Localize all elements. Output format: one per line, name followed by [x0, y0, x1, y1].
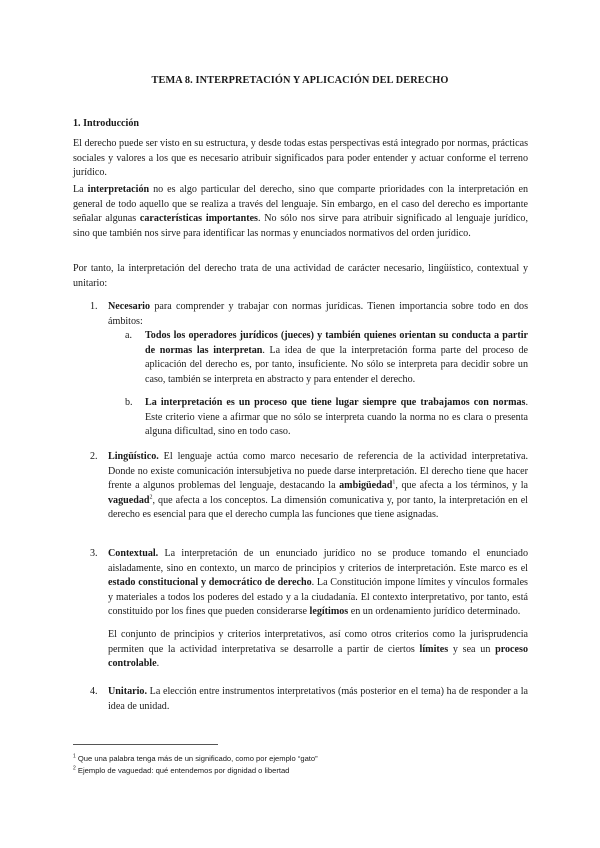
- term-limites: límites: [419, 643, 449, 655]
- document-title: TEMA 8. INTERPRETACIÓN Y APLICACIÓN DEL DERECHO: [151, 75, 449, 86]
- term-interpretacion: interpretación: [87, 184, 150, 195]
- term-estado-constitucional: estado constitucional y democrático de derecho: [108, 577, 312, 589]
- term-vaguedad: vaguedad: [108, 494, 150, 506]
- list-number: 4.: [90, 686, 98, 697]
- list-number: 3.: [90, 548, 98, 559]
- term-ambiguedad: ambigüedad: [339, 480, 393, 492]
- footnote-1: $^1$ Que una palabra tenga más de un significado, como por ejemplo “gato”: [73, 753, 318, 763]
- sublist-letter: b.: [125, 397, 133, 408]
- list-item-text-continued: El conjunto de principios y criterios interpretativos, así como otros criterios como la jurisprudencia permiten que la actividad interpretativa se desarrolle a partir de ciertos límites y sea un proceso controlable.: [108, 629, 528, 670]
- intro-paragraph-1: El derecho puede ser visto en su estructura, y desde todas estas perspectivas está integrado por normas, prácticas sociales y valores a los que es necesario atribuir significados para poder entender y actuar conforme el terreno jurídico.: [73, 138, 528, 179]
- footnote-ref: 1: [392, 479, 396, 486]
- footnote-ref: 2: [149, 494, 153, 501]
- term-legitimos: legítimos: [309, 606, 349, 618]
- list-item-text: Necesario para comprender y trabajar con normas jurídicas. Tienen importancia sobre todo en dos ámbitos:: [108, 301, 528, 327]
- sublist-item-proceso: La interpretación es un proceso que tiene lugar siempre que trabajamos con normas. Este criterio viene a afirmar que no sólo se interpreta cuando la norma no es clara o presenta alguna dificultad, sino en todo caso.: [145, 397, 528, 438]
- term-proceso-controlable: proceso controlable: [108, 643, 528, 670]
- sublist-letter: a.: [125, 330, 133, 341]
- term-caracteristicas: características importantes: [139, 213, 258, 225]
- list-item-text: Lingüístico. El lenguaje actúa como marco necesario de referencia de la actividad interpretativa. Donde no existe comunicación intersubjetiva no puede darse interpretación. El derecho tiene que hacer frente a algunos problemas del lenguaje, destacando la ambigüedad$^1$, que afecta a los términos, y la vaguedad$^2$, que afecta a los conceptos. La dimensión comunicativa y, por tanto, la interpretación en el derecho es esencial para que el derecho cumpla las funciones que tiene asignadas.: [108, 451, 528, 521]
- intro-paragraph-3: Por tanto, la interpretación del derecho trata de una actividad de carácter necesario, lingüístico, contextual y unitario:: [73, 263, 528, 289]
- sublist-item-operadores: Todos los operadores jurídicos (jueces) y también quienes orientan su conducta a partir de normas las interpretan. La idea de que la interpretación forma parte del proceso de aplicación del derecho es, por tanto, insuficiente. No sólo se interpreta para decidir sobre un caso, también se interpreta en abstracto y para entender el derecho.: [145, 330, 528, 385]
- list-number: 1.: [90, 301, 98, 312]
- list-item-text: Contextual. La interpretación de un enunciado jurídico no se produce tomando el enunciado aisladamente, sino en contexto, un marco de principios y criterios de interpretación. Este marco es el estado constitucional y democrático de derecho. La Constitución impone límites y vínculos formales y materiales a todos los poderes del estado y a la ciudadanía. El contexto interpretativo, por tanto, está constituido por los fines que pueden considerarse legítimos en un ordenamiento jurídico determinado.: [108, 548, 528, 618]
- list-number: 2.: [90, 451, 98, 462]
- footnote-divider: [73, 744, 218, 745]
- section-heading-introduccion: 1. Introducción: [73, 118, 139, 129]
- intro-paragraph-2: La interpretación no es algo particular del derecho, sino que comparte prioridades con la interpretación en general de todo aquello que se realiza a través del lenguaje. Sin embargo, en el caso del derecho es importante señalar algunas características importantes. No sólo nos sirve para atribuir significado al lenguaje jurídico, sino que también nos sirve para identificar las normas y enunciados normativos del orden jurídico.: [73, 184, 529, 239]
- list-item-text: Unitario. La elección entre instrumentos interpretativos (más posterior en el tema) ha de responder a la idea de unidad.: [108, 686, 528, 712]
- footnote-2: $^2$ Ejemplo de vaguedad: qué entendemos por dignidad o libertad: [73, 765, 290, 775]
